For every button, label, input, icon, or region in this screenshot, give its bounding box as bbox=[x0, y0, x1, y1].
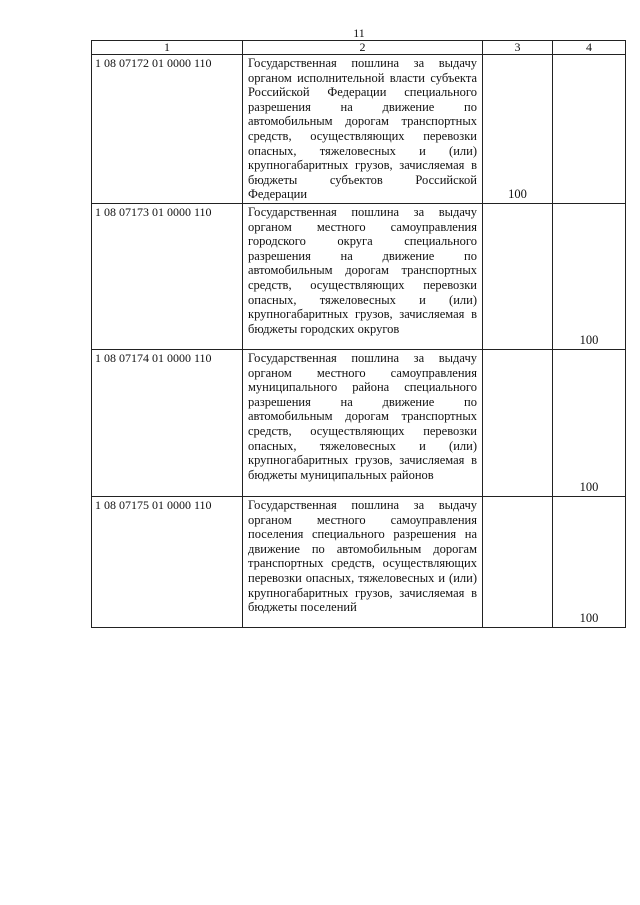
row-col3-value: 100 bbox=[483, 55, 553, 204]
table-row bbox=[92, 350, 626, 497]
row-code: 1 08 07172 01 0000 110 bbox=[92, 55, 243, 204]
table-row bbox=[92, 497, 626, 628]
row-col4-value: 100 bbox=[553, 497, 626, 628]
row-col4-value bbox=[553, 55, 626, 204]
row-code: 1 08 07174 01 0000 110 bbox=[92, 350, 243, 497]
table-header-row bbox=[92, 41, 626, 55]
row-description: Государственная пошлина за выдачу органом местного самоуправления поселения специального разрешения на движение по автомобильным дорогам транспортных средств, осуществляющих перевозки опасных, тяжеловесных и (или) крупногабаритных грузов, зачисляемая в бюджеты поселений bbox=[243, 497, 483, 628]
header-col-4: 4 bbox=[553, 41, 626, 55]
header-col-2: 2 bbox=[243, 41, 483, 55]
row-description: Государственная пошлина за выдачу органом местного самоуправления городского округа специального разрешения на движение по автомобильным дорогам транспортных средств, осуществляющих перевозки опасных, тяжеловесных и (или) крупногабаритных грузов, зачисляемая в бюджеты городских округов bbox=[243, 204, 483, 350]
table-row bbox=[92, 204, 626, 350]
header-col-3: 3 bbox=[483, 41, 553, 55]
row-description: Государственная пошлина за выдачу органом исполнительной власти субъекта Российской Федерации специального разрешения на движение по автомобильным дорогам транспортных средств, осуществляющих перевозки опасных, тяжеловесных и (или) крупногабаритных грузов, зачисляемая в бюджеты субъектов Российской Федерации bbox=[243, 55, 483, 204]
row-col4-value: 100 bbox=[553, 350, 626, 497]
revenue-table bbox=[91, 40, 626, 628]
table-row bbox=[92, 55, 626, 204]
page-number: 11 bbox=[353, 26, 365, 40]
row-col3-value bbox=[483, 350, 553, 497]
row-col4-value: 100 bbox=[553, 204, 626, 350]
row-col3-value bbox=[483, 497, 553, 628]
row-col3-value bbox=[483, 204, 553, 350]
row-code: 1 08 07175 01 0000 110 bbox=[92, 497, 243, 628]
header-col-1: 1 bbox=[92, 41, 243, 55]
row-code: 1 08 07173 01 0000 110 bbox=[92, 204, 243, 350]
row-description: Государственная пошлина за выдачу органом местного самоуправления муниципального района специального разрешения на движение по автомобильным дорогам транспортных средств, осуществляющих перевозки опасных, тяжеловесных и (или) крупногабаритных грузов, зачисляемая в бюджеты муниципальных районов bbox=[243, 350, 483, 497]
